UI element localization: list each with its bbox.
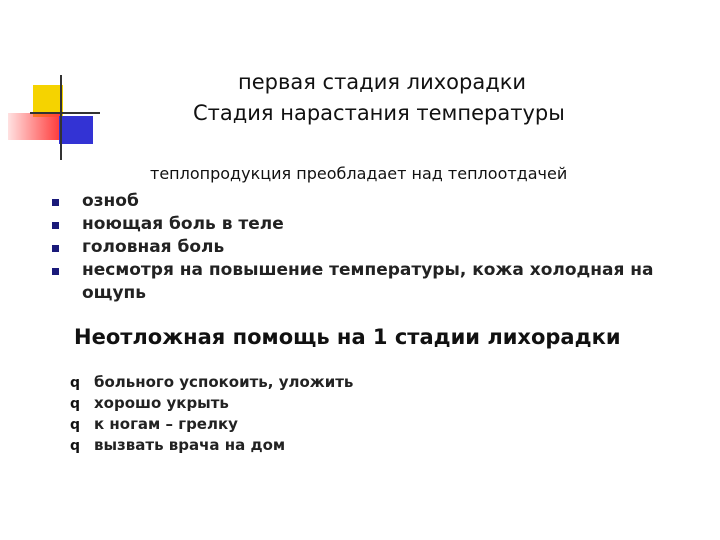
check-text: больного успокоить, уложить	[94, 373, 354, 391]
square-bullet-icon	[52, 268, 59, 275]
bullet-item	[50, 259, 710, 305]
checkbox-list	[70, 372, 353, 456]
check-text: вызвать врача на дом	[94, 436, 286, 454]
check-item	[70, 372, 353, 393]
bullet-item	[50, 236, 710, 259]
checkbox-bullet-icon: q	[70, 375, 81, 391]
square-bullet-icon	[52, 199, 59, 206]
check-item	[70, 435, 353, 456]
checkbox-bullet-icon: q	[70, 396, 81, 412]
square-bullet-icon	[52, 222, 59, 229]
section-heading: Неотложная помощь на 1 стадии лихорадки	[74, 325, 621, 349]
bullet-text: озноб	[82, 191, 139, 211]
check-text: к ногам – грелку	[94, 415, 238, 433]
bullet-item	[50, 213, 710, 236]
check-text: хорошо укрыть	[94, 394, 229, 412]
slide-subline: теплопродукция преобладает над теплоотдачей	[150, 164, 568, 183]
square-bullet-icon	[52, 245, 59, 252]
bullet-text: ноющая боль в теле	[82, 214, 284, 234]
bullet-item	[50, 190, 710, 213]
check-item	[70, 393, 353, 414]
bullet-text: головная боль	[82, 237, 225, 257]
bullet-list	[50, 190, 710, 305]
bullet-text: несмотря на повышение температуры, кожа холодная на ощупь	[82, 260, 654, 303]
slide-title-line-2: Стадия нарастания температуры	[193, 101, 565, 125]
checkbox-bullet-icon: q	[70, 438, 81, 454]
checkbox-bullet-icon: q	[70, 417, 81, 433]
check-item	[70, 414, 353, 435]
slide-title-line-1: первая стадия лихорадки	[238, 70, 527, 94]
